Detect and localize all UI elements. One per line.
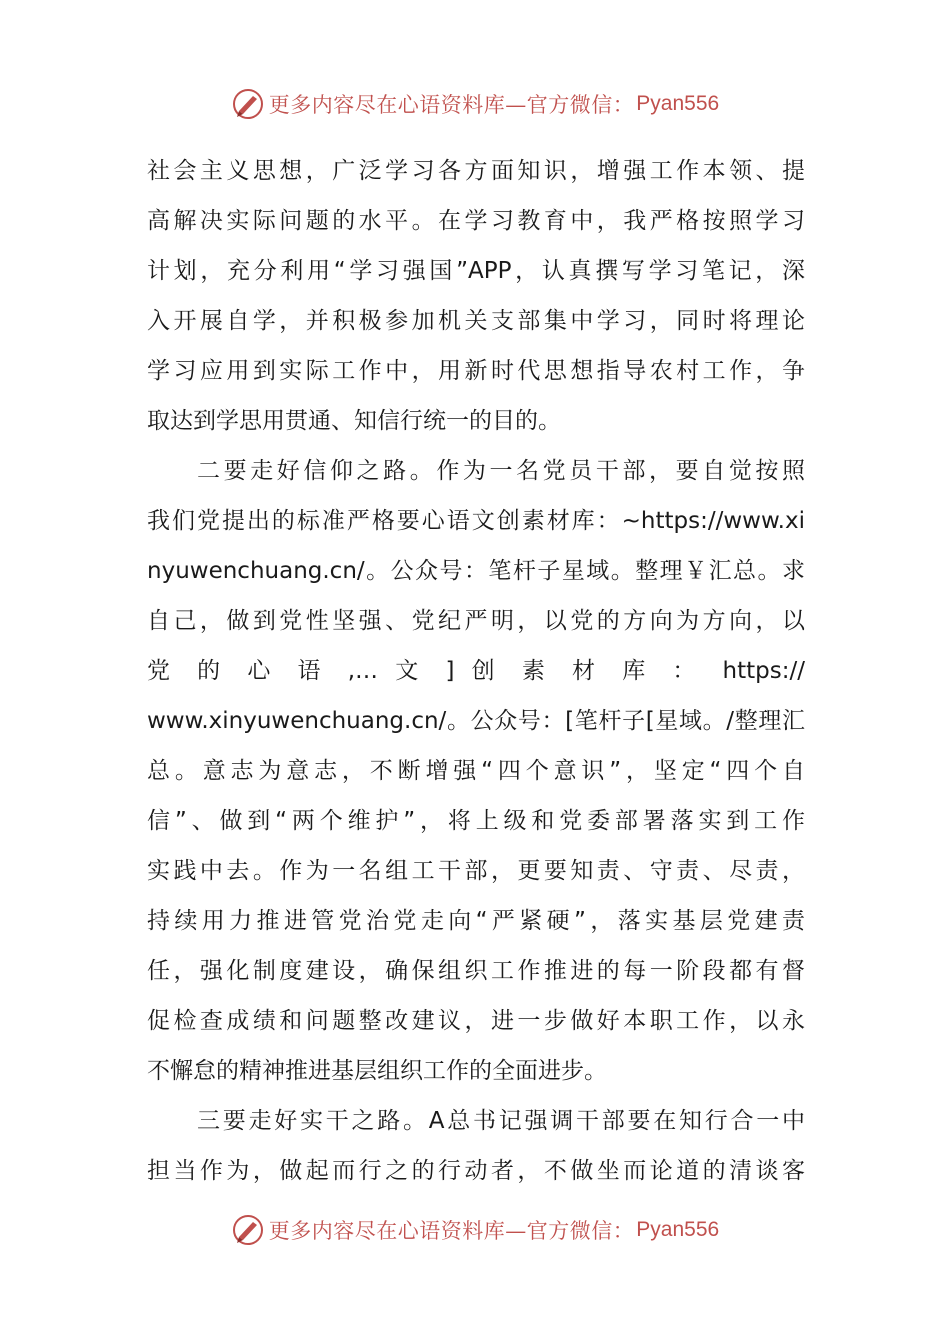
banner-wechat-id: Pyan556 [636, 92, 720, 115]
footer-watermark-banner [0, 1210, 950, 1250]
text-line: 我们党提出的标准严格要心语文创素材库：~https://www.xi [147, 508, 805, 534]
banner-text: 更多内容尽在心语资料库—官方微信： [268, 93, 635, 117]
text-line: 信”、做到“两个维护”，将上级和党委部署落实到工作 [147, 808, 805, 834]
text-line: www.xinyuwenchuang.cn/。公众号：[笔杆子[星域。/整理汇 [147, 708, 805, 734]
text-line: 取达到学思用贯通、知信行统一的目的。 [147, 408, 561, 434]
text-line: 不懈怠的精神推进基层组织工作的全面进步。 [147, 1058, 607, 1084]
text-line: 担当作为，做起而行之的行动者，不做坐而论道的清谈客 [147, 1158, 805, 1184]
text-line: 二要走好信仰之路。作为一名党员干部，要自觉按照 [197, 458, 805, 484]
text-line: 三要走好实干之路。A总书记强调干部要在知行合一中 [197, 1108, 805, 1134]
document-body [147, 146, 805, 1196]
text-line: nyuwenchuang.cn/。公众号：笔杆子星域。整理￥汇总。求 [147, 558, 805, 584]
text-line: 党 的 心 语 ,… 文 ] 创 素 材 库 ： https:// [147, 658, 805, 684]
text-line: 促检查成绩和问题整改建议，进一步做好本职工作，以永 [147, 1008, 805, 1034]
text-line: 实践中去。作为一名组工干部，更要知责、守责、尽责， [147, 858, 805, 884]
text-line: 任，强化制度建设，确保组织工作推进的每一阶段都有督 [147, 958, 805, 984]
pen-logo-icon [231, 87, 265, 121]
text-line: 总。意志为意志，不断增强“四个意识”，坚定“四个自 [147, 758, 805, 784]
pen-logo-icon [231, 1213, 265, 1247]
banner-text: 更多内容尽在心语资料库—官方微信： [268, 1219, 635, 1243]
text-line: 入开展自学，并积极参加机关支部集中学习，同时将理论 [147, 308, 805, 334]
text-line: 计划，充分利用“学习强国”APP，认真撰写学习笔记，深 [147, 258, 805, 284]
header-watermark-banner [0, 84, 950, 124]
text-line: 学习应用到实际工作中，用新时代思想指导农村工作，争 [147, 358, 805, 384]
text-line: 持续用力推进管党治党走向“严紧硬”，落实基层党建责 [147, 908, 805, 934]
banner-wechat-id: Pyan556 [636, 1218, 720, 1241]
text-line: 高解决实际问题的水平。在学习教育中，我严格按照学习 [147, 208, 805, 234]
text-line: 社会主义思想，广泛学习各方面知识，增强工作本领、提 [147, 158, 805, 184]
text-line: 自己，做到党性坚强、党纪严明，以党的方向为方向，以 [147, 608, 805, 634]
